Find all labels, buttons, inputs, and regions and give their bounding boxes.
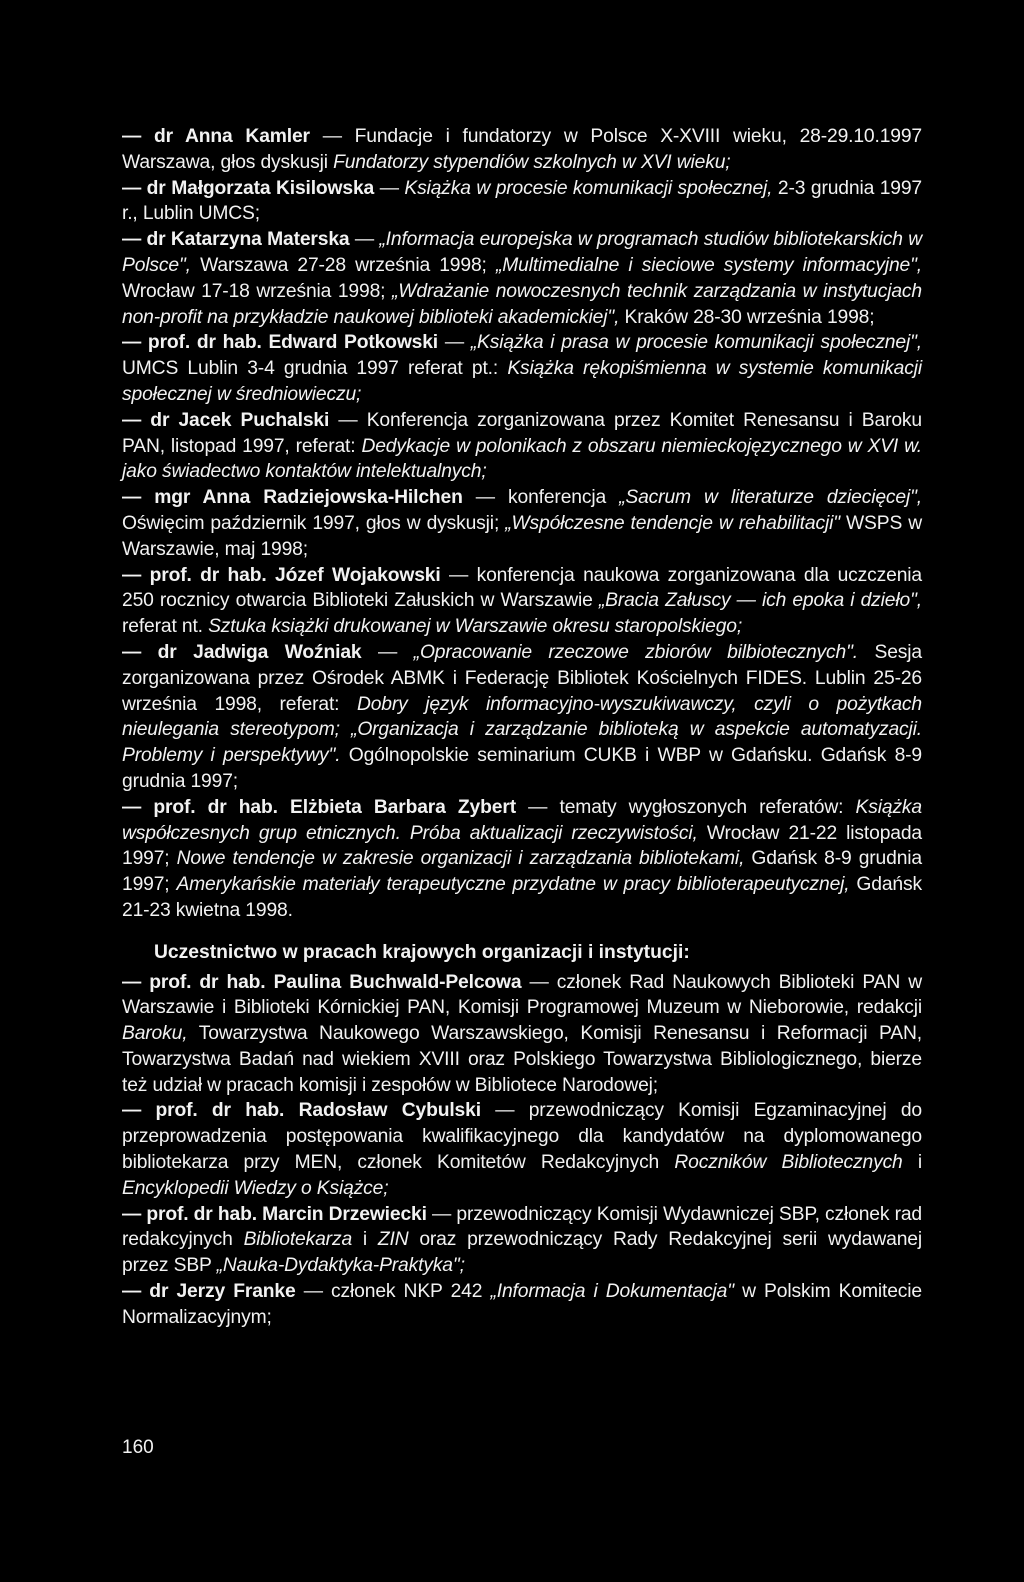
entry-paragraph: [122, 1279, 922, 1331]
entry-text: —: [438, 332, 471, 354]
entry-name: —: [122, 126, 154, 147]
entry-name: dr Anna Kamler: [153, 126, 310, 147]
entry-text: 2-3 grudnia 1997 r., Lublin UMCS;: [122, 177, 923, 225]
entry-title: „Informacja i Dokumentacja": [490, 1281, 734, 1303]
entry-text: Wrocław 21-22 listopada 1997;: [122, 822, 922, 870]
entry-text: — konferencja naukowa zorganizowana dla uczczenia 250 rocznicy otwarcia Biblioteki Załuskich w Warszawie: [122, 564, 922, 612]
entry-title: Sztuka książki drukowanej w Warszawie okresu staropolskiego;: [208, 616, 743, 638]
entry-name: — prof. dr hab. Marcin Drzewiecki: [122, 1203, 427, 1225]
entry-text: — przewodniczący Komisji Wydawniczej SBP, członek rad redakcyjnych: [122, 1203, 922, 1251]
entry-title: Baroku,: [122, 1023, 188, 1045]
entry-text: Sesja zorganizowana przez Ośrodek ABMK i Federację Bibliotek Kościelnych FIDES. Lublin 25-26 września 1998, referat:: [122, 641, 922, 715]
conference-entries: [122, 124, 922, 924]
entry-text: WSPS w Warszawie, maj 1998;: [122, 512, 922, 560]
entry-name: — prof. dr hab. Paulina Buchwald-Pelcowa: [122, 971, 522, 993]
entry-title: ZIN: [377, 1229, 409, 1251]
entry-title: Bibliotekarza: [243, 1229, 353, 1251]
entry-paragraph: [122, 1202, 922, 1279]
entry-text: UMCS Lublin 3-4 grudnia 1997 referat pt.:: [122, 358, 508, 380]
entry-paragraph: [122, 1098, 922, 1201]
entry-title: Encyklopedii Wiedzy o Książce;: [122, 1177, 389, 1199]
text-body: [122, 124, 922, 1331]
entry-title: Fundatorzy stypendiów szkolnych w XVI wieku;: [333, 151, 731, 173]
entry-text: — tematy wygłoszonych referatów:: [515, 796, 856, 818]
entry-paragraph: [122, 485, 922, 562]
entry-name: — prof. dr hab. Radosław Cybulski: [122, 1100, 481, 1122]
entry-text: Wrocław 17-18 września 1998;: [122, 280, 392, 302]
entry-title: „Nauka-Dydaktyka-Praktyka";: [216, 1255, 465, 1277]
entry-title: „Informacja europejska w programach studiów bibliotekarskich w Polsce",: [122, 229, 922, 276]
entry-text: Ogólnopolskie seminarium CUKB i WBP w Gdańsku. Gdańsk 8-9 grudnia 1997;: [122, 745, 922, 792]
entry-paragraph: [122, 795, 922, 924]
entry-title: „Opracowanie rzeczowe zbiorów bilbiotecznych".: [413, 641, 858, 663]
entry-text: Towarzystwa Naukowego Warszawskiego, Komisji Renesansu i Reformacji PAN, Towarzystwa Badań nad wiekiem XVIII oraz Polskiego Towarzystwa Bibliologicznego, bierze też udział w pracach komisji i zespołów w Bibliotece Narodowej;: [122, 1023, 922, 1096]
entry-name: — dr Katarzyna Materska: [122, 229, 350, 251]
entry-title: Roczników Bibliotecznych: [674, 1152, 903, 1174]
entry-name: — prof. dr hab. Józef Wojakowski: [122, 564, 441, 586]
entry-name: — dr Jadwiga Woźniak: [122, 641, 362, 663]
entry-title: „Współczesne tendencje w rehabilitacji": [505, 512, 840, 534]
entry-text: referat nt.: [122, 616, 209, 638]
page-number: 160: [122, 1437, 154, 1458]
entry-text: Kraków 28-30 września 1998;: [619, 306, 875, 328]
entry-text: oraz przewodniczący Rady Redakcyjnej serii wydawanej przez SBP: [122, 1229, 922, 1277]
entry-paragraph: [122, 970, 922, 1099]
entry-title: „Multimedialne i sieciowe systemy informacyjne",: [495, 254, 922, 276]
entry-title: Książka rękopiśmienna w systemie komunikacji społecznej w średniowieczu;: [122, 358, 922, 405]
entry-text: — Konferencja zorganizowana przez Komitet Renesansu i Baroku PAN, listopad 1997, referat:: [122, 409, 922, 457]
entry-text: — konferencja: [462, 487, 620, 509]
section-heading: Uczestnictwo w pracach krajowych organizacji i instytucji:: [154, 941, 690, 963]
entry-paragraph: [122, 227, 922, 330]
entry-paragraph: [122, 563, 922, 640]
entry-title: „Bracia Załuscy — ich epoka i dzieło",: [598, 590, 922, 612]
entry-paragraph: [122, 330, 922, 407]
entry-text: Gdańsk 21-23 kwietna 1998.: [122, 874, 922, 921]
entry-title: Nowe tendencje w zakresie organizacji i zarządzania bibliotekami,: [176, 848, 745, 870]
entry-title: Amerykańskie materiały terapeutyczne przydatne w pracy biblioterapeutycznej,: [176, 874, 850, 896]
entry-name: — mgr Anna Radziejowska-Hilchen: [122, 487, 463, 509]
entry-name: — dr Małgorzata Kisilowska: [122, 177, 375, 199]
entry-title: Dedykacje w polonikach z obszaru niemieckojęzycznego w XVI w. jako świadectwo kontaktów intelektualnych;: [122, 435, 922, 483]
entry-paragraph: [122, 640, 922, 795]
entry-text: — przewodniczący Komisji Egzaminacyjnej do przeprowadzenia postępowania kwalifikacyjnego dla kandydatów na dyplomowanego bibliotekarza przy MEN, członek Komitetów Redakcyjnych: [122, 1100, 922, 1174]
entry-title: Książka współczesnych grup etnicznych. Próba aktualizacji rzeczywistości,: [122, 796, 922, 844]
entry-name: — dr Jerzy Franke: [122, 1281, 296, 1303]
entry-title: „Książka i prasa w procesie komunikacji społecznej",: [470, 332, 922, 354]
entry-text: — członek NKP 242: [295, 1281, 491, 1303]
entry-text: w Polskim Komitecie Normalizacyjnym;: [122, 1281, 922, 1328]
entry-name: — dr Jacek Puchalski: [122, 409, 330, 431]
entry-text: — Fundacje i fundatorzy w Polsce X-XVIII wieku, 28-29.10.1997 Warszawa, głos dyskusji: [122, 126, 923, 173]
entry-text: i: [902, 1152, 923, 1174]
entry-paragraph: [122, 176, 922, 228]
entry-text: —: [361, 641, 414, 663]
entry-text: Gdańsk 8-9 grudnia 1997;: [122, 848, 922, 896]
entry-text: i: [352, 1229, 378, 1251]
entry-text: Warszawa 27-28 września 1998;: [190, 254, 496, 276]
entry-paragraph: [122, 124, 922, 176]
entry-text: —: [374, 177, 405, 199]
entry-text: Oświęcim październik 1997, głos w dyskusji;: [122, 512, 506, 534]
entry-text: — członek Rad Naukowych Biblioteki PAN w Warszawie i Biblioteki Kórnickiej PAN, Komisji Programowej Muzeum w Nieborowie, redakcji: [122, 971, 922, 1019]
entry-text: —: [349, 229, 380, 251]
entry-name: — prof. dr hab. Elżbieta Barbara Zybert: [122, 796, 516, 818]
entry-title: „Sacrum w literaturze dziecięcej",: [619, 487, 922, 509]
organization-entries: [122, 970, 922, 1331]
entry-name: — prof. dr hab. Edward Potkowski: [122, 332, 439, 354]
entry-title: „Wdrażanie nowoczesnych technik zarządzania w instytucjach non-profit na przykładzie naukowej biblioteki akademickiej",: [122, 280, 922, 328]
entry-title: Książka w procesie komunikacji społecznej,: [404, 177, 773, 199]
entry-title: Dobry język informacyjno-wyszukiwawczy, czyli o pożytkach nieulegania stereotypom; „Organizacja i zarządzanie biblioteką w aspekcie automatyzacji. Problemy i perspektywy".: [122, 693, 922, 767]
entry-paragraph: [122, 408, 922, 485]
